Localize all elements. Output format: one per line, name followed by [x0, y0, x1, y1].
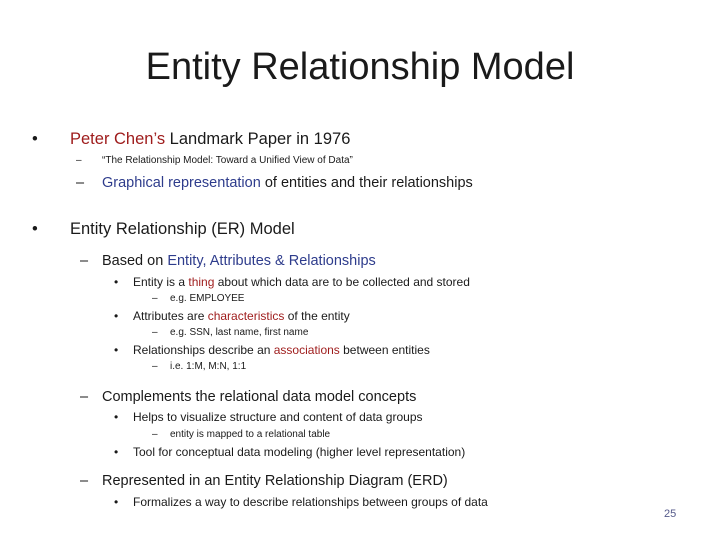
- entity-thing: thing: [188, 275, 215, 289]
- relationships-associations: associations: [273, 343, 340, 357]
- bullet-mark: •: [114, 275, 119, 289]
- sub-bullet-paper-title: [76, 155, 353, 166]
- peter-chen-rest: Landmark Paper in 1976: [165, 130, 351, 148]
- bullet-mark: •: [32, 220, 38, 238]
- graphical-representation: Graphical representation: [102, 175, 261, 191]
- bullet-mark: •: [114, 410, 119, 424]
- peter-chen-name: Peter Chen’s: [70, 130, 166, 148]
- dash-mark: –: [152, 327, 158, 338]
- paper-title: “The Relationship Model: Toward a Unified View of Data”: [102, 155, 353, 166]
- er-model-text: Entity Relationship (ER) Model: [70, 220, 295, 238]
- example-entity: [152, 293, 244, 304]
- dash-mark: –: [80, 253, 89, 269]
- entity-pre: Entity is a: [133, 275, 189, 289]
- bullet-er-model: [32, 220, 295, 239]
- sub-bullet-complements: [80, 389, 416, 405]
- formalizes-text: Formalizes a way to describe relationships between groups of data: [133, 495, 488, 509]
- represented-text: Represented in an Entity Relationship Diagram (ERD): [102, 473, 448, 489]
- based-on-pre: Based on: [102, 253, 168, 269]
- attributes-characteristics: characteristics: [207, 309, 285, 323]
- tool-text: Tool for conceptual data modeling (higher level representation): [133, 445, 466, 459]
- bullet-mark: •: [114, 343, 119, 357]
- bullet-peter-chen: [32, 130, 350, 149]
- example-attributes-text: e.g. SSN, last name, first name: [170, 327, 309, 338]
- bullet-mark: •: [114, 445, 119, 459]
- example-relationships-text: i.e. 1:M, M:N, 1:1: [170, 361, 247, 372]
- item-relationships: [114, 343, 430, 357]
- relationships-post: between entities: [339, 343, 430, 357]
- example-attributes: [152, 327, 308, 338]
- entity-post: about which data are to be collected and stored: [214, 275, 470, 289]
- dash-mark: –: [80, 473, 89, 489]
- item-entity: [114, 275, 470, 289]
- based-on-highlight: Entity, Attributes & Relationships: [167, 253, 376, 269]
- bullet-mark: •: [114, 495, 119, 509]
- dash-mark: –: [80, 389, 89, 405]
- sub-bullet-represented: [80, 473, 448, 489]
- complements-text: Complements the relational data model concepts: [102, 389, 417, 405]
- item-attributes: [114, 309, 350, 323]
- visualize-text: Helps to visualize structure and content of data groups: [133, 410, 423, 424]
- graphical-rest: of entities and their relationships: [260, 175, 473, 191]
- bullet-mark: •: [32, 130, 38, 148]
- dash-mark: –: [152, 293, 158, 304]
- item-tool: [114, 445, 465, 459]
- example-entity-text: e.g. EMPLOYEE: [170, 293, 245, 304]
- slide-title: Entity Relationship Model: [145, 46, 575, 88]
- dash-mark: –: [76, 155, 82, 166]
- dash-mark: –: [76, 175, 85, 191]
- item-visualize: [114, 410, 423, 424]
- example-relationships: [152, 361, 246, 372]
- example-visualize: [152, 429, 330, 440]
- dash-mark: –: [152, 361, 158, 372]
- item-formalizes: [114, 495, 488, 509]
- page-number: 25: [664, 508, 677, 520]
- dash-mark: –: [152, 429, 158, 440]
- example-visualize-text: entity is mapped to a relational table: [170, 429, 331, 440]
- attributes-post: of the entity: [284, 309, 350, 323]
- sub-bullet-based-on: [80, 253, 376, 269]
- attributes-pre: Attributes are: [133, 309, 208, 323]
- sub-bullet-graphical: [76, 175, 473, 191]
- relationships-pre: Relationships describe an: [133, 343, 274, 357]
- bullet-mark: •: [114, 309, 119, 323]
